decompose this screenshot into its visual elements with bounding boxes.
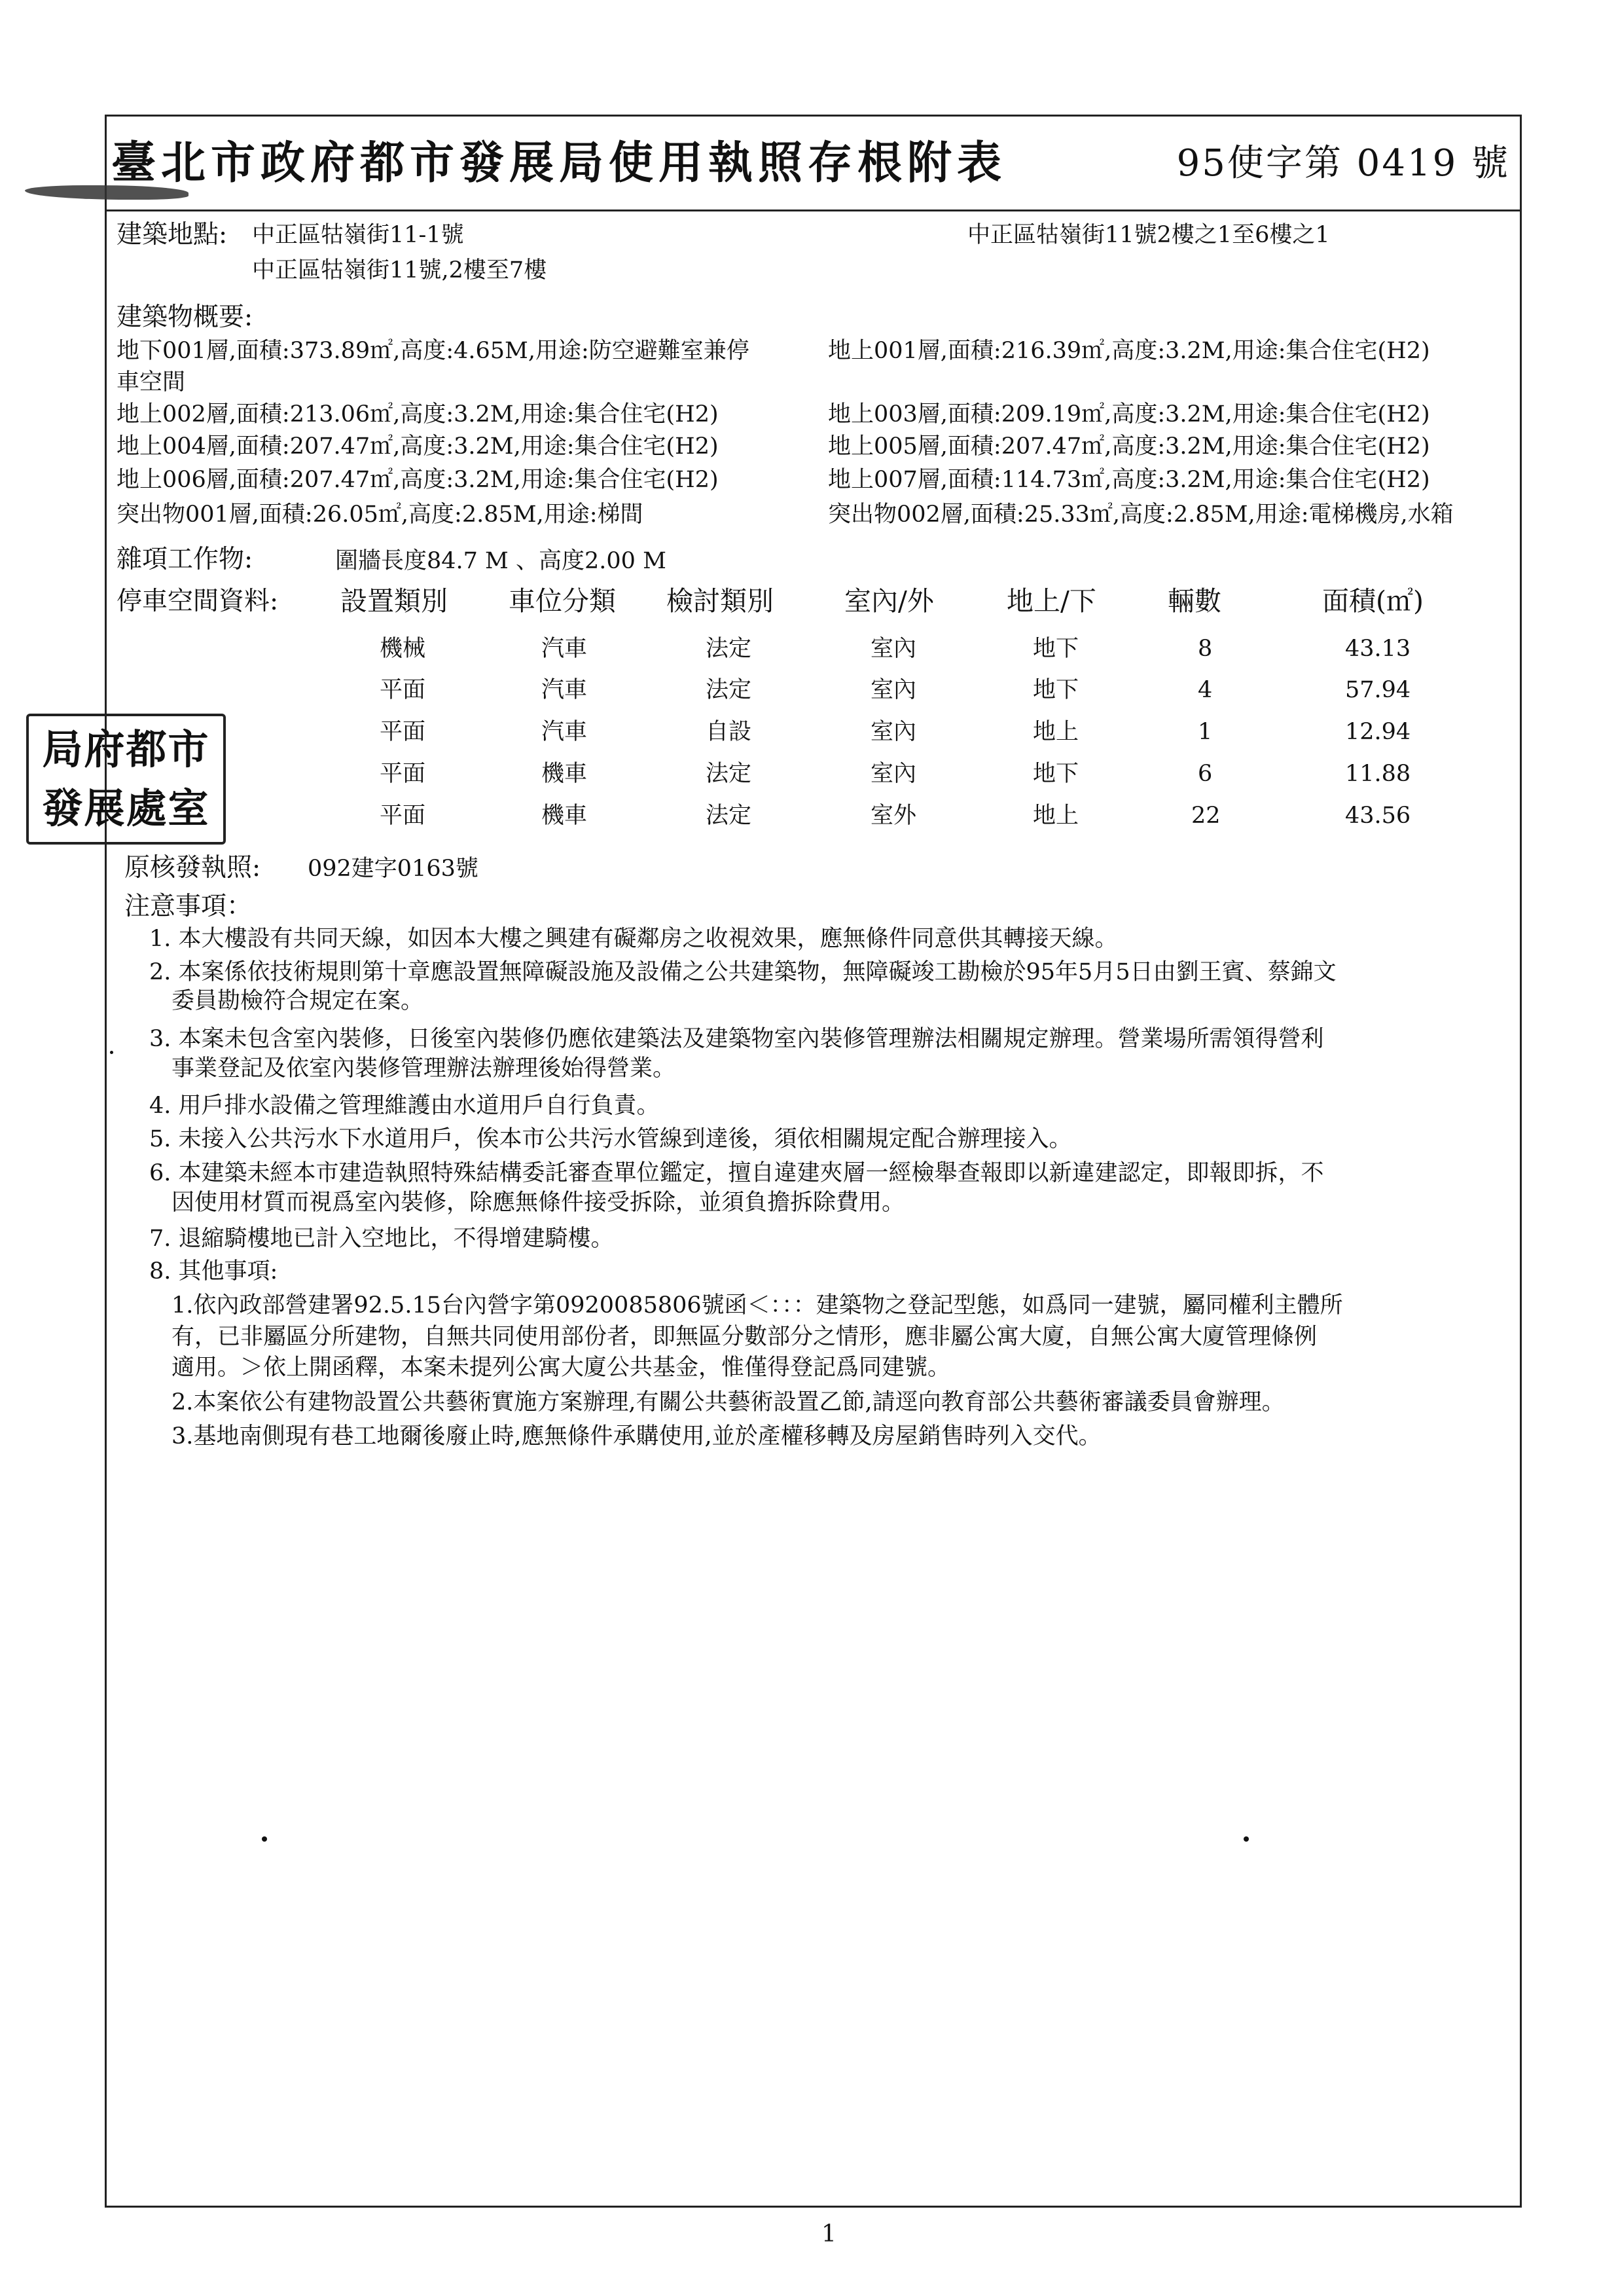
parking-cell: 室內 (871, 719, 917, 745)
note-line: 1.依內政部營建署92.5.15台內營字第0920085806號函＜：：：建築物之登記型態，如爲同一建號，屬同權利主體所 (171, 1292, 1343, 1319)
parking-header: 設置類別 (340, 585, 448, 617)
parking-header: 車位分類 (509, 585, 616, 617)
notes-label: 注意事項： (124, 892, 253, 921)
parking-header: 室內/外 (844, 585, 934, 617)
overview-item: 地上003層,面積:209.19㎡,高度:3.2M,用途:集合住宅(H2) (828, 401, 1430, 428)
note-line: 8. 其他事項: (149, 1258, 278, 1285)
overview-label: 建築物概要: (117, 302, 253, 332)
header-divider (105, 210, 1522, 211)
overview-item: 地上005層,面積:207.47㎡,高度:3.2M,用途:集合住宅(H2) (828, 433, 1430, 460)
note-line: 6. 本建築未經本市建造執照特殊結構委託審查單位鑑定，擅自違建夾層一經檢舉查報即以新違建認定，即報即拆，不 (149, 1160, 1324, 1186)
parking-cell: 機車 (541, 761, 588, 787)
parking-cell: 汽車 (541, 677, 588, 703)
overview-item: 地上007層,面積:114.73㎡,高度:3.2M,用途:集合住宅(H2) (828, 467, 1430, 493)
parking-cell: 4 (1198, 677, 1213, 703)
address-right: 中正區牯嶺街11號2樓之1至6樓之1 (967, 222, 1330, 248)
parking-cell: 6 (1198, 761, 1213, 787)
overview-item: 地上004層,面積:207.47㎡,高度:3.2M,用途:集合住宅(H2) (117, 433, 719, 460)
scan-dot (110, 1051, 113, 1054)
note-line: 7. 退縮騎樓地已計入空地比，不得增建騎樓。 (149, 1226, 614, 1252)
note-line: 4. 用戶排水設備之管理維護由水道用戶自行負責。 (149, 1093, 660, 1119)
parking-cell: 11.88 (1345, 761, 1411, 787)
overview-item: 車空間 (117, 369, 186, 395)
note-line: 1. 本大樓設有共同天線，如因本大樓之興建有礙鄰房之收視效果，應無條件同意供其轉接天線。 (149, 926, 1118, 952)
parking-cell: 57.94 (1345, 677, 1411, 703)
overview-item: 突出物001層,面積:26.05㎡,高度:2.85M,用途:梯間 (117, 501, 643, 528)
overview-item: 地上006層,面積:207.47㎡,高度:3.2M,用途:集合住宅(H2) (117, 467, 719, 493)
stamp-row: 局府都市 (42, 725, 210, 773)
parking-cell: 法定 (706, 761, 752, 787)
note-line: 3. 本案未包含室內裝修，日後室內裝修仍應依建築法及建築物室內裝修管理辦法相關規定辦理。營業場所需領得營利 (149, 1026, 1324, 1052)
parking-header: 面積(㎡) (1322, 585, 1424, 617)
parking-cell: 室內 (871, 677, 917, 703)
parking-cell: 地下 (1033, 636, 1079, 662)
parking-cell: 汽車 (541, 636, 588, 662)
overview-item: 地上001層,面積:216.39㎡,高度:3.2M,用途:集合住宅(H2) (828, 338, 1430, 364)
address-line-1: 中正區牯嶺街11-1號 (252, 222, 464, 248)
parking-cell: 地上 (1033, 719, 1079, 745)
stamp-row: 發展處室 (42, 784, 210, 832)
overview-item: 地下001層,面積:373.89㎡,高度:4.65M,用途:防空避難室兼停 (117, 338, 749, 364)
official-seal-stamp (26, 714, 226, 845)
parking-cell: 法定 (706, 677, 752, 703)
parking-cell: 室內 (871, 636, 917, 662)
original-permit-label: 原核發執照: (124, 853, 261, 883)
parking-cell: 平面 (380, 803, 426, 829)
note-line: 事業登記及依室內裝修管理辦法辦理後始得營業。 (171, 1055, 676, 1082)
parking-cell: 8 (1198, 636, 1213, 662)
parking-cell: 室外 (871, 803, 917, 829)
parking-cell: 機械 (380, 636, 426, 662)
parking-cell: 法定 (706, 803, 752, 829)
parking-cell: 地下 (1033, 761, 1079, 787)
parking-cell: 1 (1198, 719, 1213, 745)
note-line: 3.基地南側現有巷工地爾後廢止時,應無條件承購使用,並於產權移轉及房屋銷售時列入交代。 (171, 1423, 1102, 1449)
note-line: 2. 本案係依技術規則第十章應設置無障礙設施及設備之公共建築物，無障礙竣工勘檢於95年5月5日由劉王賓、蔡錦文 (149, 959, 1337, 985)
permit-number: 95使字第 0419 號 (1176, 142, 1510, 185)
original-permit-value: 092建字0163號 (308, 856, 478, 882)
parking-cell: 地上 (1033, 803, 1079, 829)
overview-item: 地上002層,面積:213.06㎡,高度:3.2M,用途:集合住宅(H2) (117, 401, 719, 428)
parking-cell: 43.56 (1345, 803, 1411, 829)
parking-cell: 自設 (706, 719, 752, 745)
note-line: 適用。＞依上開函釋，本案未提列公寓大廈公共基金，惟僅得登記爲同建號。 (171, 1355, 951, 1381)
note-line: 委員勘檢符合規定在案。 (171, 988, 424, 1014)
scan-dot (262, 1836, 267, 1842)
note-line: 5. 未接入公共污水下水道用戶，俟本市公共污水管線到達後，須依相關規定配合辦理接入。 (149, 1126, 1072, 1152)
parking-cell: 汽車 (541, 719, 588, 745)
misc-works-label: 雜項工作物: (117, 545, 253, 574)
page-number: 1 (821, 2221, 836, 2248)
parking-cell: 法定 (706, 636, 752, 662)
address-label: 建築地點: (117, 220, 228, 249)
scan-dot (1244, 1836, 1249, 1842)
parking-header: 地上/下 (1007, 585, 1096, 617)
parking-cell: 平面 (380, 761, 426, 787)
parking-cell: 43.13 (1345, 636, 1411, 662)
overview-item: 突出物002層,面積:25.33㎡,高度:2.85M,用途:電梯機房,水箱 (828, 501, 1454, 528)
parking-header: 檢討類別 (666, 585, 774, 617)
note-line: 2.本案依公有建物設置公共藝術實施方案辦理,有關公共藝術設置乙節,請逕向教育部公共藝術審議委員會辦理。 (171, 1389, 1285, 1415)
parking-cell: 平面 (380, 719, 426, 745)
parking-header: 輛數 (1168, 585, 1221, 617)
parking-cell: 機車 (541, 803, 588, 829)
document-title: 臺北市政府都市發展局使用執照存根附表 (111, 137, 1007, 189)
parking-cell: 22 (1191, 803, 1221, 829)
parking-cell: 室內 (871, 761, 917, 787)
address-line-2: 中正區牯嶺街11號,2樓至7樓 (252, 257, 547, 283)
parking-cell: 平面 (380, 677, 426, 703)
parking-label: 停車空間資料: (117, 587, 279, 616)
misc-works-value: 圍牆長度84.7 M 、高度2.00 M (335, 548, 666, 574)
parking-cell: 12.94 (1345, 719, 1411, 745)
parking-cell: 地下 (1033, 677, 1079, 703)
note-line: 因使用材質而視爲室內裝修，除應無條件接受拆除，並須負擔拆除費用。 (171, 1190, 905, 1216)
note-line: 有，已非屬區分所建物，自無共同使用部份者，即無區分數部分之情形，應非屬公寓大廈，自無公寓大廈管理條例 (171, 1324, 1318, 1350)
